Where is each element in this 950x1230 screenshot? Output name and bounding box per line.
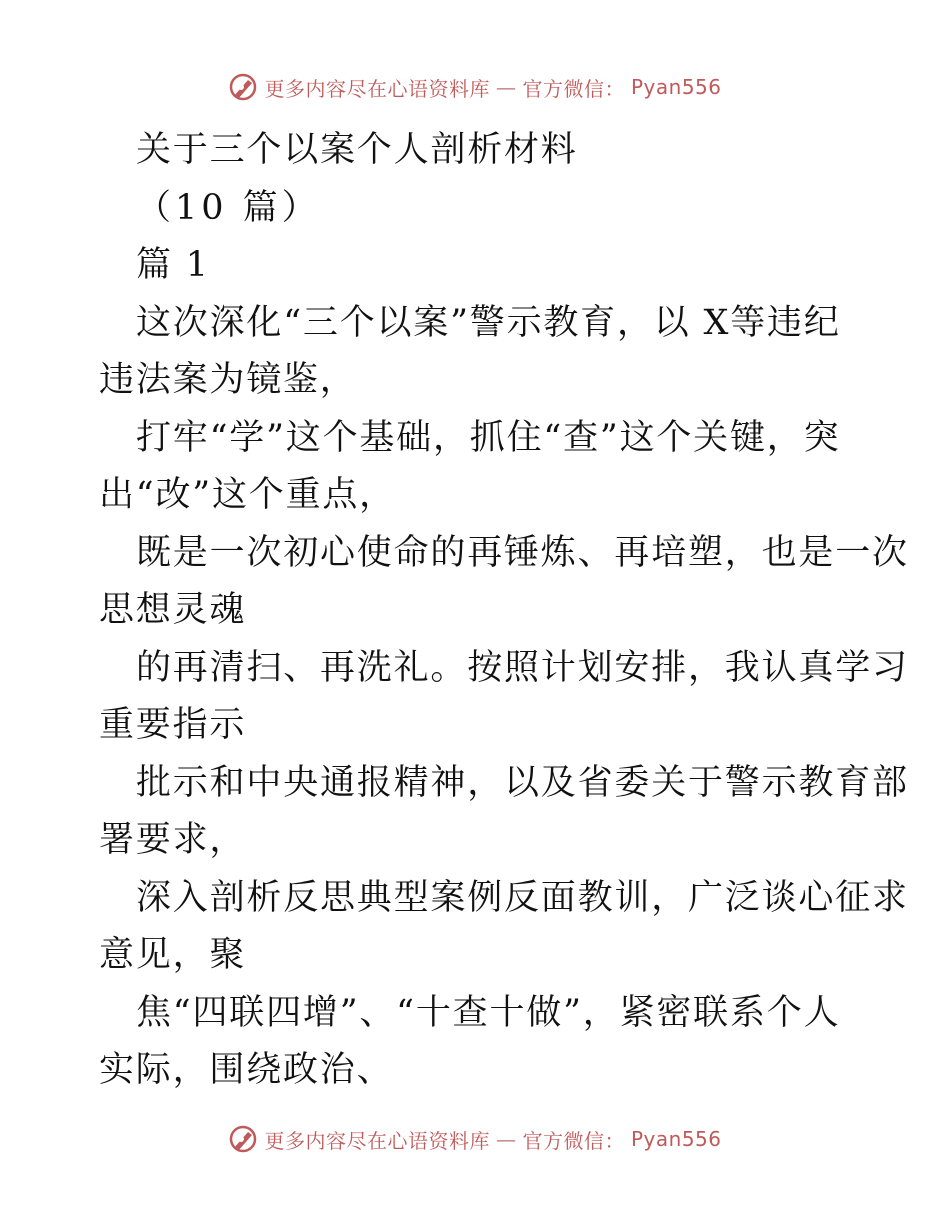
paragraph-line: 实际，围绕政治、 <box>99 1050 394 1090</box>
watermark-text: 更多内容尽在心语资料库 <box>264 1128 490 1153</box>
watermark-separator: — <box>495 75 517 99</box>
document-subtitle: （10 篇） <box>136 187 321 228</box>
paragraph-line: 深入剖析反思典型案例反面教训，广泛谈心征求 <box>136 877 909 918</box>
document-body <box>99 122 909 1100</box>
paragraph-line: 批示和中央通报精神，以及省委关于警示教育部 <box>136 762 909 803</box>
watermark-text: 更多内容尽在心语资料库 <box>264 76 490 101</box>
watermark-separator: — <box>495 1127 517 1151</box>
paragraph-line: 违法案为镜鉴， <box>99 360 357 400</box>
paragraph-line: 既是一次初心使命的再锤炼、再培塑，也是一次 <box>136 532 909 573</box>
section-heading: 篇 1 <box>136 245 210 285</box>
watermark-wechat-label: 官方微信： <box>522 76 625 101</box>
header-watermark <box>0 72 950 102</box>
paragraph-line: 思想灵魂 <box>99 590 247 630</box>
paragraph-line: 的再清扫、再洗礼。按照计划安排，我认真学习 <box>136 647 909 688</box>
pen-logo-icon <box>228 72 258 102</box>
footer-watermark <box>0 1124 950 1154</box>
paragraph-line: 意见，聚 <box>99 935 247 975</box>
paragraph-line: 焦“四联四增”、“十查十做”，紧密联系个人 <box>136 992 841 1033</box>
paragraph-line: 署要求， <box>99 820 247 860</box>
pen-logo-icon <box>228 1124 258 1154</box>
paragraph-line: 这次深化“三个以案”警示教育，以 X等违纪 <box>136 302 841 343</box>
paragraph-line: 打牢“学”这个基础，抓住“查”这个关键，突 <box>136 417 841 458</box>
paragraph-line: 重要指示 <box>99 705 247 745</box>
watermark-wechat-label: 官方微信： <box>522 1128 625 1153</box>
watermark-wechat-id: Pyan556 <box>630 1127 722 1151</box>
paragraph-line: 出“改”这个重点， <box>99 475 396 515</box>
watermark-wechat-id: Pyan556 <box>630 75 722 99</box>
document-title: 关于三个以案个人剖析材料 <box>136 130 578 170</box>
